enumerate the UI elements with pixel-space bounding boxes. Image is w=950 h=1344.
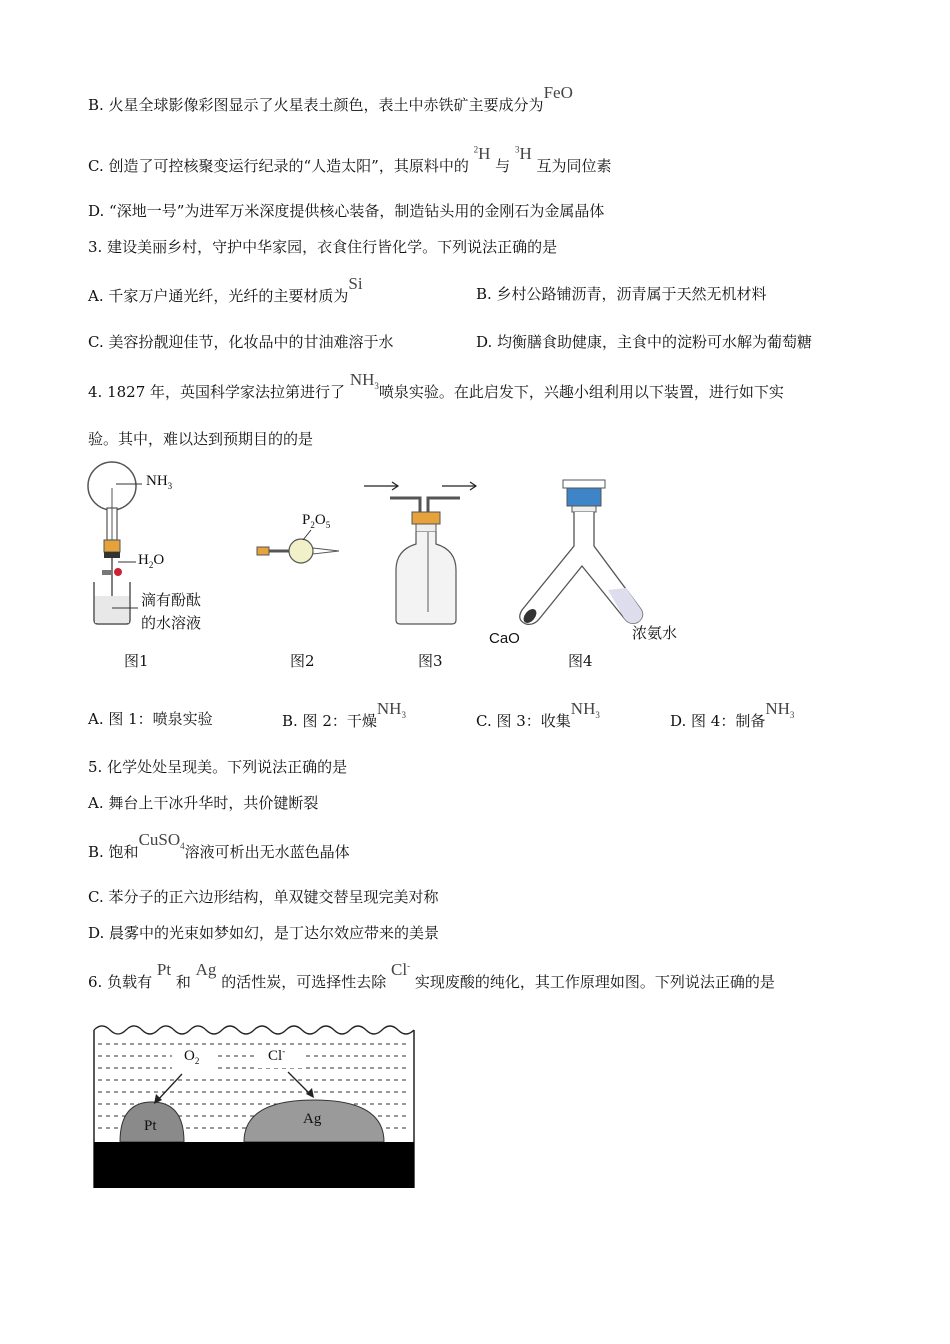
- q3-option-a-formula: Si: [348, 274, 363, 293]
- q2-isotope-2: $^3$H: [514, 144, 532, 163]
- fig1-label-nh3: $NH_3$: [146, 473, 173, 491]
- fig1-solution-line2: 的水溶液: [141, 614, 202, 632]
- q4-option-c: C. 图 3：收集$NH_3$: [476, 699, 600, 730]
- q2-option-c: [88, 144, 612, 175]
- q5-option-b: B. 饱和CuSO$_4$溶液可析出无水蓝色晶体: [88, 830, 350, 861]
- q2-option-c-text: C. 创造了可控核聚变运行纪录的“人造太阳”，其原料中的: [88, 157, 469, 175]
- q6-formula-ag: Ag: [195, 960, 217, 979]
- fig3-gas-bottle: [360, 474, 490, 634]
- q2-option-c-suffix: 互为同位素: [536, 157, 612, 175]
- fig4-caption: 图4: [568, 652, 593, 670]
- q6-formula-cl: Cl-: [391, 960, 411, 979]
- q5-option-b-formula: CuSO$_4$: [138, 830, 185, 851]
- q2-option-d: D. “深地一号”为进军万米深度提供核心装备，制造钻头用的金刚石为金属晶体: [88, 202, 605, 220]
- q5-option-a: A. 舞台上干冰升华时，共价键断裂: [88, 794, 319, 812]
- q2-option-b-text: B. 火星全球影像彩图显示了火星表土颜色，表土中赤铁矿主要成分为: [88, 96, 544, 114]
- q3-stem: 3. 建设美丽乡村，守护中华家园，衣食住行皆化学。下列说法正确的是: [88, 238, 558, 256]
- q4-stem-formula: $NH_3$: [349, 370, 379, 391]
- q4-stem: 4. 1827 年，英国科学家法拉第进行了 $NH_3$喷泉实验。在此启发下，兴趣小组利用以下装置，进行如下实: [88, 370, 784, 401]
- q4-option-d: D. 图 4：制备$NH_3$: [670, 699, 795, 730]
- fig4-label-ammonia: 浓氨水: [632, 624, 678, 642]
- q6-label-cl: Cl-: [268, 1046, 286, 1064]
- q4-option-d-formula: $NH_3$: [765, 699, 795, 720]
- fig4-label-cao: CaO: [489, 630, 520, 647]
- q3-option-b: B. 乡村公路铺沥青，沥青属于天然无机材料: [476, 285, 767, 303]
- q4-stem-line2: 验。其中，难以达到预期目的的是: [88, 430, 314, 448]
- fig4-y-tube: [500, 470, 650, 630]
- q3-option-c: C. 美容扮靓迎佳节，化妆品中的甘油难溶于水: [88, 333, 394, 351]
- q2-option-b: [88, 83, 573, 114]
- q2-option-b-formula: FeO: [543, 83, 573, 102]
- q3-option-d: D. 均衡膳食助健康，主食中的淀粉可水解为葡萄糖: [476, 333, 813, 351]
- q4-option-a: A. 图 1：喷泉实验: [88, 710, 213, 728]
- q6-label-o2: $O_2$: [184, 1048, 200, 1066]
- q6-stem: 6. 负载有 Pt 和 Ag 的活性炭，可选择性去除 Cl- 实现废酸的纯化，其工作原理如图。下列说法正确的是: [88, 960, 775, 991]
- fig1-label-h2o: $H_2O$: [138, 552, 165, 570]
- fig2-drying-tube: [255, 520, 345, 570]
- q4-option-c-formula: $NH_3$: [570, 699, 600, 720]
- q5-option-c: C. 苯分子的正六边形结构，单双键交替呈现完美对称: [88, 888, 439, 906]
- q3-option-a: A. 千家万户通光纤，光纤的主要材质为Si: [88, 274, 363, 305]
- q6-formula-pt: Pt: [156, 960, 172, 979]
- q5-option-d: D. 晨雾中的光束如梦如幻，是丁达尔效应带来的美景: [88, 924, 440, 942]
- fig2-caption: 图2: [290, 652, 315, 670]
- q2-option-c-mid: 与: [495, 157, 511, 175]
- q6-activated-carbon-diagram: [92, 1022, 416, 1190]
- q6-label-pt: Pt: [144, 1118, 157, 1134]
- fig3-caption: 图3: [418, 652, 443, 670]
- fig2-label-p2o5: $P_2O_5$: [302, 512, 331, 530]
- fig1-caption: 图1: [124, 652, 149, 670]
- fig1-solution-line1: 滴有酚酞: [141, 591, 202, 609]
- q4-option-b-formula: $NH_3$: [376, 699, 406, 720]
- q6-label-ag: Ag: [303, 1111, 322, 1127]
- q2-isotope-1: $^2$H: [473, 144, 491, 163]
- q5-stem: 5. 化学处处呈现美。下列说法正确的是: [88, 758, 348, 776]
- q4-option-b: B. 图 2：干燥$NH_3$: [282, 699, 406, 730]
